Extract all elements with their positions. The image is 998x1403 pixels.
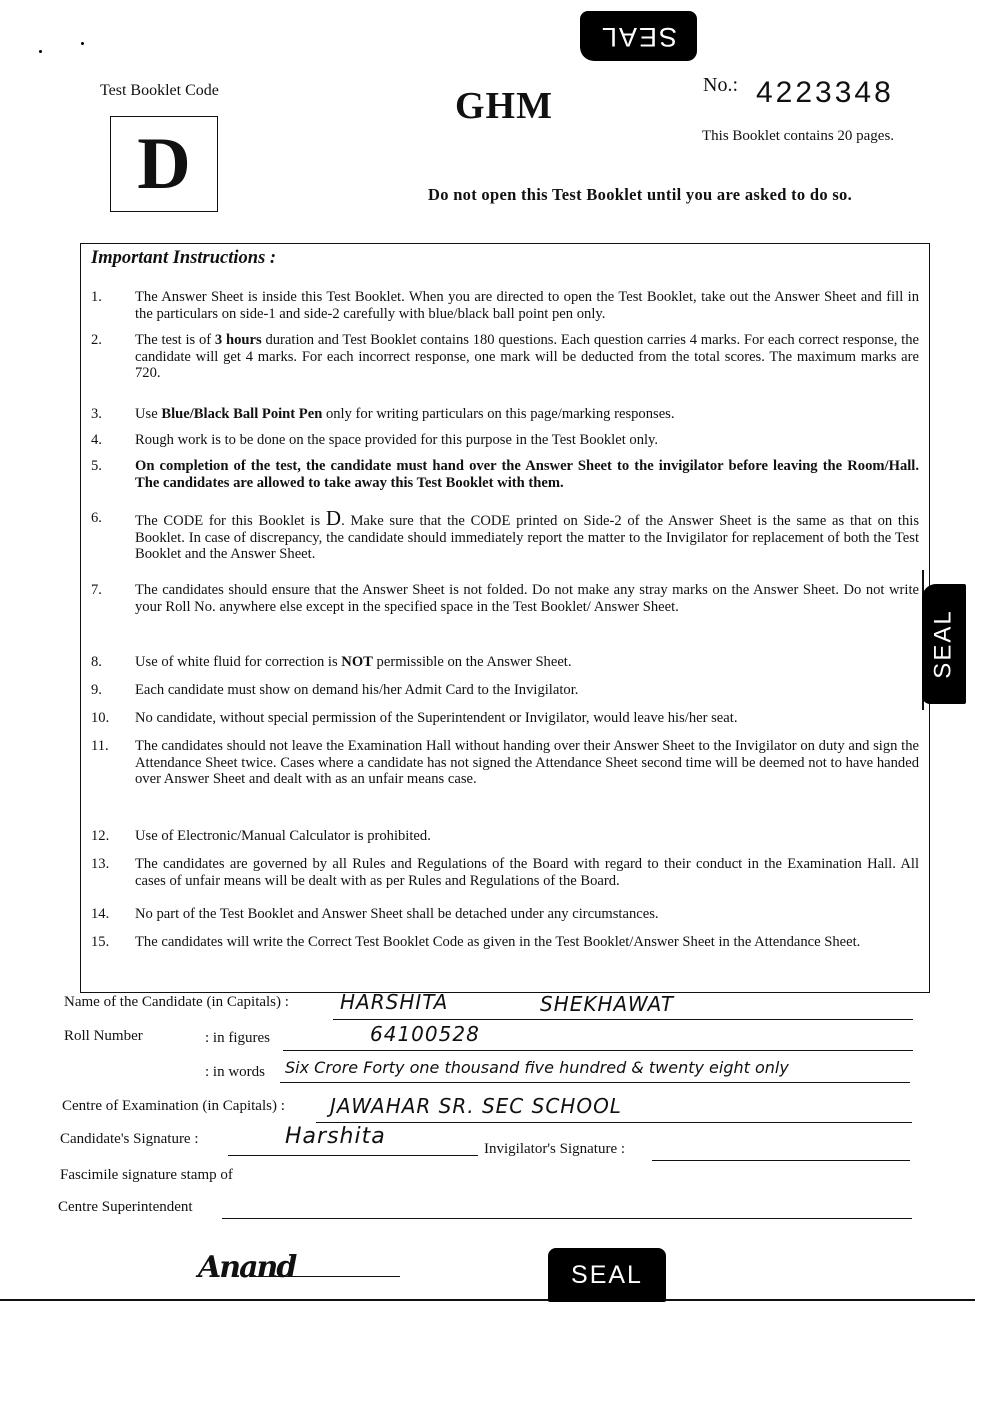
instruction-number: 4. — [91, 432, 102, 448]
candidate-name-field[interactable] — [333, 1019, 913, 1020]
instruction-number: 9. — [91, 682, 102, 698]
instruction-text-part: . Make sure that the CODE printed on Side-2 of the Answer Sheet is the same as that on this Booklet. In case of discrepancy, the candidate should immediately report the matter to the Invigilator for replacement of both the Test Booklet and the Answer Sheet. — [135, 513, 919, 562]
instruction-text: The candidates will write the Correct Test Booklet Code as given in the Test Booklet/Answer Sheet in the Attendance Sheet. — [135, 934, 861, 950]
instruction-text: On completion of the test, the candidate must hand over the Answer Sheet to the invigilator before leaving the Room/Hall. The candidates are allowed to take away this Test Booklet with them. — [135, 458, 919, 491]
instruction-number: 15. — [91, 934, 110, 950]
instruction-bold-part: 3 hours — [214, 332, 262, 348]
centre-value: JAWAHAR SR. SEC SCHOOL — [330, 1094, 622, 1118]
instruction-number: 6. — [91, 510, 102, 526]
instruction-number: 11. — [91, 738, 109, 754]
instruction-text — [135, 654, 919, 671]
candidate-signature-label: Candidate's Signature : — [60, 1131, 199, 1147]
candidate-last-name: SHEKHAWAT — [540, 992, 675, 1016]
instruction-number: 7. — [91, 582, 102, 598]
page-count-note: This Booklet contains 20 pages. — [702, 128, 895, 144]
centre-field[interactable] — [316, 1122, 912, 1123]
superintendent-signature: Anand — [198, 1250, 296, 1285]
centre-label: Centre of Examination (in Capitals) : — [62, 1098, 285, 1114]
instructions-title: Important Instructions : — [91, 248, 277, 268]
stray-mark — [81, 42, 84, 45]
roll-figures-value: 64100528 — [370, 1022, 480, 1046]
instruction-text: The candidates are governed by all Rules and Regulations of the Board with regard to their conduct in the Examination Hall. All cases of unfair means will be dealt with as per Rules and Regulations of the Board. — [135, 856, 919, 889]
roll-words-label: : in words — [205, 1064, 265, 1080]
booklet-code-box: D — [110, 116, 218, 212]
instruction-number: 3. — [91, 406, 102, 422]
candidate-name-label: Name of the Candidate (in Capitals) : — [64, 994, 289, 1010]
seal-top — [580, 11, 697, 61]
instruction-text-part: The test is of — [135, 332, 215, 348]
seal-side — [922, 584, 966, 704]
seal-side-label: SEAL — [930, 609, 957, 679]
instruction-text — [135, 506, 919, 563]
seal-top-label: SEAL — [599, 21, 678, 52]
booklet-number-label: No.: — [703, 74, 738, 96]
facsimile-label: Fascimile signature stamp of — [60, 1167, 233, 1183]
bottom-rule — [0, 1299, 975, 1301]
instruction-text: No candidate, without special permission of the Superintendent or Invigilator, would leave his/her seat. — [135, 710, 738, 726]
instruction-number: 14. — [91, 906, 110, 922]
instructions-box — [80, 243, 930, 993]
paper-code: GHM — [455, 85, 553, 127]
instruction-text: Rough work is to be done on the space provided for this purpose in the Test Booklet only. — [135, 432, 659, 448]
instruction-number: 13. — [91, 856, 110, 872]
instruction-text: The candidates should not leave the Examination Hall without handing over their Answer Sheet to the Invigilator on duty and sign the Attendance Sheet twice. Cases where a candidate has not signed the Attendance Sheet second time will be deemed not to have handed over Answer Sheet and dealt with as an unfair means case. — [135, 738, 919, 787]
instruction-code: D — [325, 506, 342, 530]
instruction-text-part: permissible on the Answer Sheet. — [372, 654, 572, 670]
instruction-text — [135, 332, 919, 382]
instruction-bold-part: Blue/Black Ball Point Pen — [161, 406, 323, 422]
instruction-text-part: Use of white fluid for correction is — [135, 654, 342, 670]
booklet-number: 4223348 — [756, 76, 894, 109]
instruction-number: 10. — [91, 710, 110, 726]
roll-words-value: Six Crore Forty one thousand five hundred & twenty eight only — [285, 1058, 789, 1077]
superintendent-label: Centre Superintendent — [58, 1199, 193, 1215]
instruction-text: Use of Electronic/Manual Calculator is prohibited. — [135, 828, 431, 844]
instruction-text: The candidates should ensure that the Answer Sheet is not folded. Do not make any stray marks on the Answer Sheet. Do not write your Roll No. anywhere else except in the specified space in the Test Booklet/ Answer Sheet. — [135, 582, 919, 615]
candidate-signature-field[interactable] — [228, 1155, 478, 1156]
instruction-number: 2. — [91, 332, 102, 348]
instruction-text-part: only for writing particulars on this page/marking responses. — [322, 406, 675, 422]
instruction-text — [135, 406, 919, 423]
instruction-number: 12. — [91, 828, 110, 844]
candidate-first-name: HARSHITA — [340, 990, 449, 1014]
invigilator-signature-field[interactable] — [652, 1160, 910, 1161]
invigilator-signature-label: Invigilator's Signature : — [484, 1141, 626, 1157]
booklet-code-label: Test Booklet Code — [100, 82, 219, 99]
instruction-number: 8. — [91, 654, 102, 670]
instruction-text-part: The CODE for this Booklet is — [135, 513, 326, 529]
roll-figures-field[interactable] — [283, 1050, 913, 1051]
roll-words-field[interactable] — [280, 1082, 910, 1083]
instruction-number: 1. — [91, 289, 102, 305]
stray-mark — [39, 50, 42, 53]
instruction-text-part: Use — [135, 406, 162, 422]
instruction-text: Each candidate must show on demand his/her Admit Card to the Invigilator. — [135, 682, 579, 698]
instruction-text: The Answer Sheet is inside this Test Booklet. When you are directed to open the Test Booklet, take out the Answer Sheet and fill in the particulars on side-1 and side-2 carefully with blue/black ball point pen only. — [135, 289, 919, 322]
candidate-signature-value: Harshita — [285, 1124, 386, 1149]
instruction-bold-part: NOT — [341, 654, 373, 670]
signature-underline — [250, 1276, 400, 1277]
instruction-text: No part of the Test Booklet and Answer Sheet shall be detached under any circumstances. — [135, 906, 659, 922]
superintendent-field[interactable] — [222, 1218, 912, 1219]
seal-bottom: SEAL — [548, 1248, 666, 1302]
instruction-text-part: duration and Test Booklet contains 180 questions. Each question carries 4 marks. For each correct response, the candidate will get 4 marks. For each incorrect response, one mark will be deducted from the total scores. The maximum marks are 720. — [135, 332, 919, 381]
do-not-open-warning: Do not open this Test Booklet until you are asked to do so. — [428, 185, 853, 204]
instruction-number: 5. — [91, 458, 102, 474]
roll-figures-label: : in figures — [205, 1030, 270, 1046]
roll-number-label: Roll Number — [64, 1028, 143, 1044]
